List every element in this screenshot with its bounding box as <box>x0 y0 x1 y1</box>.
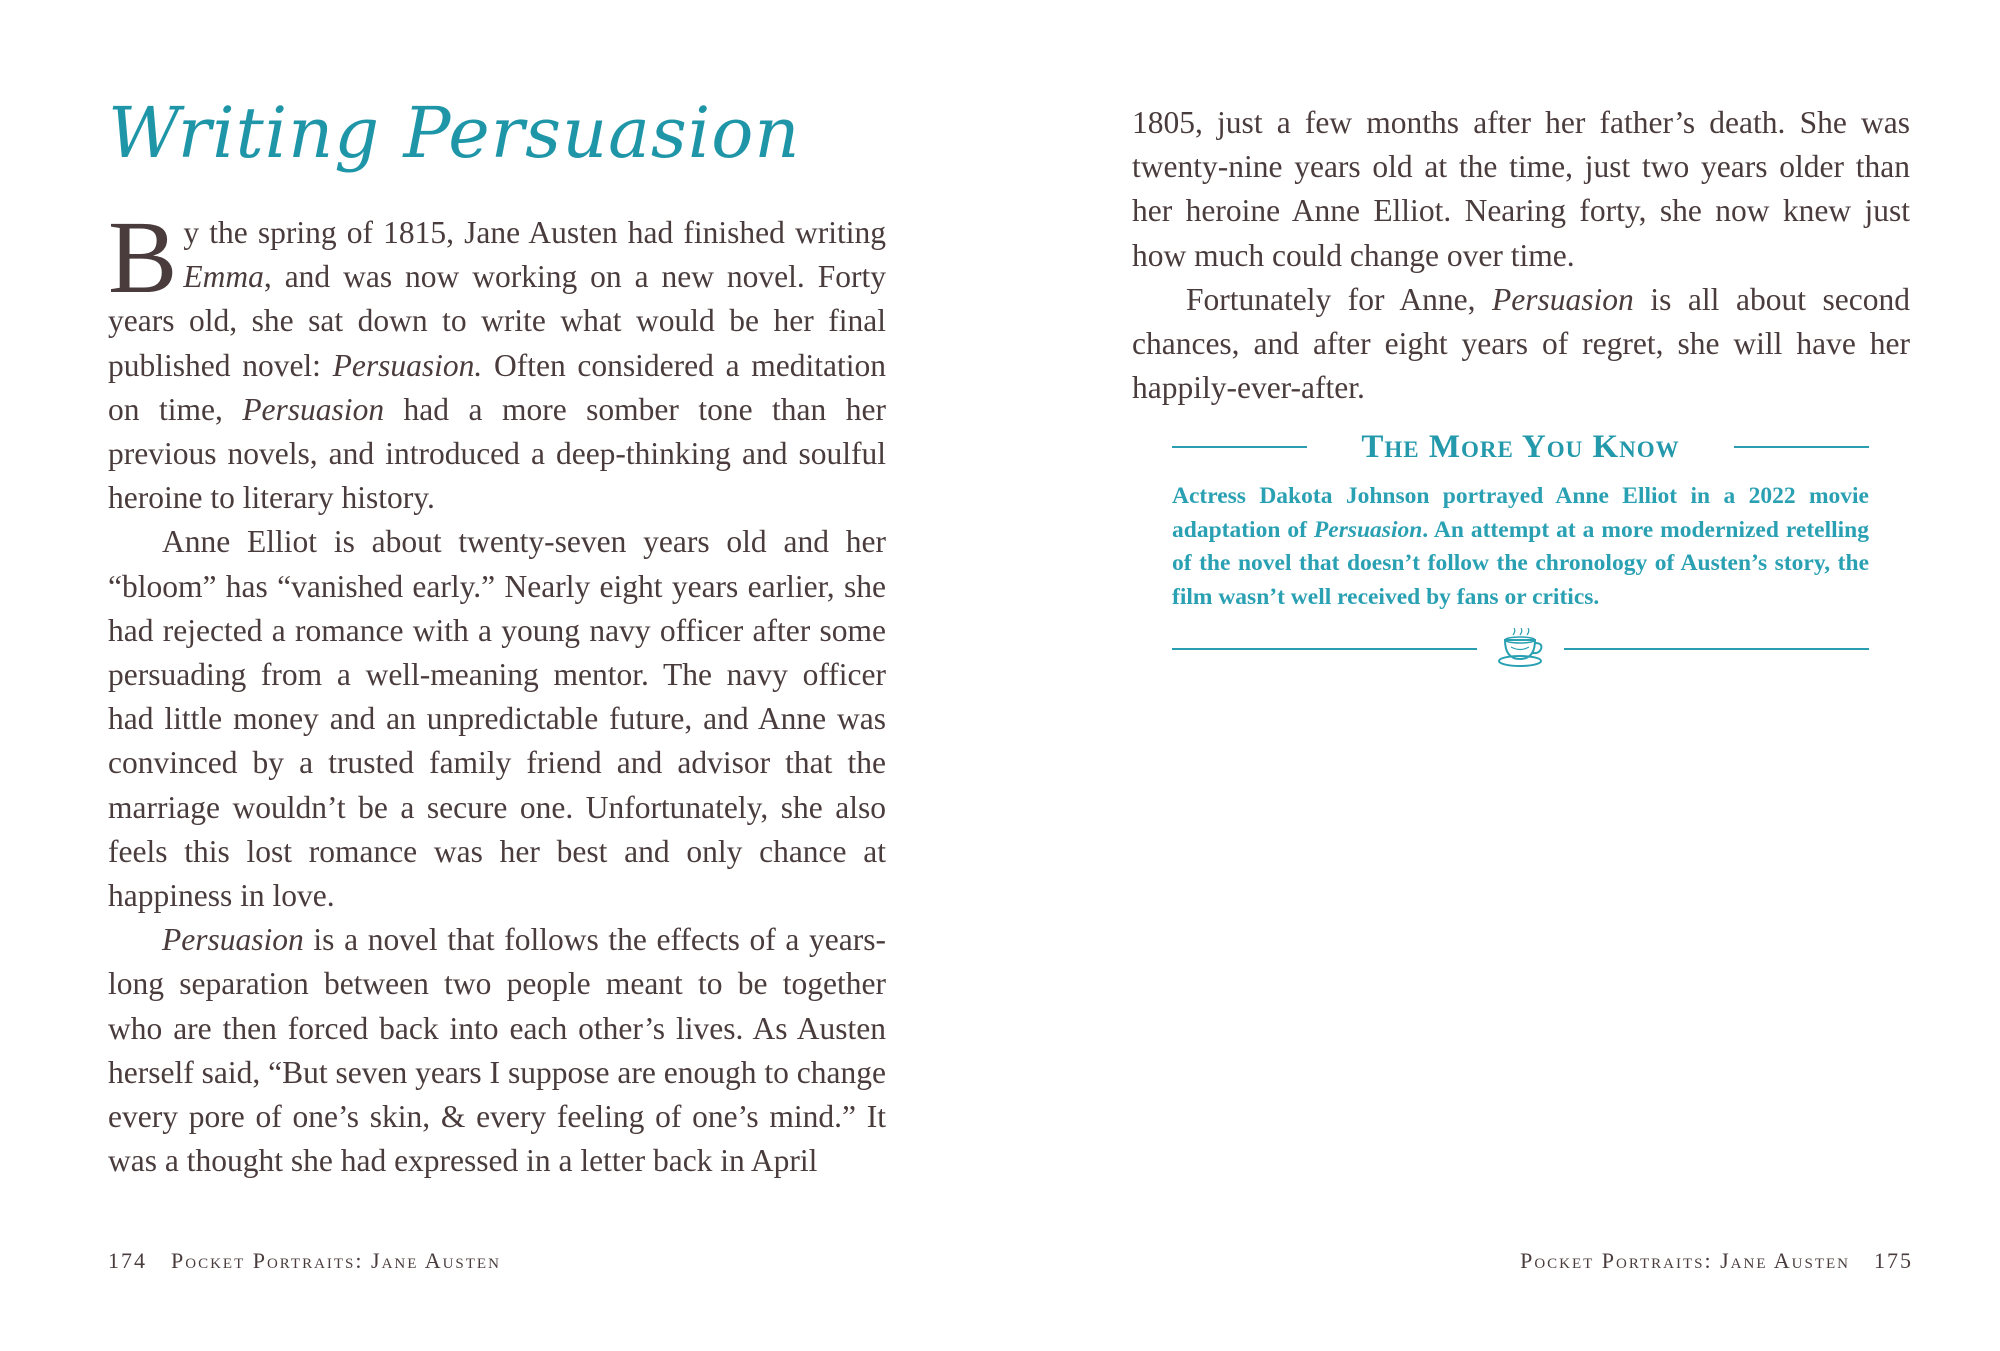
italic-title-persuasion: Persuasion <box>242 391 385 427</box>
paragraph-5 <box>1132 278 1910 411</box>
left-body-text <box>108 200 886 1183</box>
paragraph-3-text: is a novel that follows the effects of a years-long separation between two people meant to be together who are then forced back into each other’s lives. As Austen herself said, “But seven years I suppose are enough to change every pore of one’s skin, & every feeling of one’s mind.” It was a thought she had expressed in a letter back in April <box>108 922 886 1179</box>
right-page <box>1000 0 2000 1351</box>
running-title-right: Pocket Portraits: Jane Austen <box>1520 1248 1850 1273</box>
italic-title-emma: Emma <box>183 259 264 295</box>
drop-cap: B <box>108 200 178 315</box>
folio-left <box>108 1248 501 1274</box>
chapter-title: Writing Persuasion <box>108 92 801 174</box>
paragraph-1-text-d: had a more somber tone than her previous novels, and introduced a deep-thinking and soulful heroine to literary history. <box>108 391 886 516</box>
italic-title-persuasion: Persuasion <box>162 922 304 958</box>
right-body-text <box>1132 101 1910 410</box>
sidebar-box <box>1172 428 1869 672</box>
sidebar-italic-title: Persuasion <box>1313 516 1423 543</box>
paragraph-1-text-b: , and was now working on a new novel. Forty years old, she sat down to write what would be her final published novel: <box>108 259 886 383</box>
paragraph-5-text-b: is all about second chances, and after eight years of regret, she will have her happily-ever-after. <box>1132 281 1910 406</box>
page-number-right: 175 <box>1874 1248 1913 1273</box>
sidebar-footer-rule-left <box>1172 648 1477 650</box>
sidebar-footer-rule-right <box>1564 648 1869 650</box>
sidebar-rule-right <box>1734 446 1869 448</box>
sidebar-footer <box>1172 628 1869 672</box>
italic-title-persuasion: Persuasion <box>1492 281 1634 317</box>
sidebar-text-b: . An attempt at a more modernized retelling of the novel that doesn’t follow the chronology of Austen’s story, the film wasn’t well received by fans or critics. <box>1172 516 1869 610</box>
paragraph-5-text-a: Fortunately for Anne, <box>1186 281 1493 317</box>
paragraph-3 <box>108 918 886 1183</box>
teacup-icon <box>1495 628 1545 668</box>
paragraph-1-text-c: Often considered a meditation on time, <box>108 347 886 427</box>
sidebar-header <box>1172 428 1869 466</box>
paragraph-4: 1805, just a few months after her father’s death. She was twenty-nine years old at the time, just two years older than her heroine Anne Elliot. Nearing forty, she now knew just how much could change over time. <box>1132 105 1910 273</box>
italic-title-persuasion: Persuasion. <box>332 347 483 383</box>
running-title-left: Pocket Portraits: Jane Austen <box>171 1248 501 1273</box>
sidebar-title: The More You Know <box>1361 429 1680 465</box>
paragraph-1 <box>108 200 886 520</box>
page-number-left: 174 <box>108 1248 147 1273</box>
sidebar-text-a: Actress Dakota Johnson portrayed Anne Elliot in a 2022 movie adaptation of <box>1172 483 1869 543</box>
paragraph-2: Anne Elliot is about twenty-seven years old and her “bloom” has “vanished early.” Nearly eight years earlier, she had rejected a romance with a young navy officer after some persuading from a well-meaning mentor. The navy officer had little money and an unpredictable future, and Anne was convinced by a trusted family friend and advisor that the marriage wouldn’t be a secure one. Unfortunately, she also feels this lost romance was her best and only chance at happiness in love. <box>108 524 886 914</box>
folio-right <box>1520 1248 1913 1274</box>
paragraph-1-text-a: y the spring of 1815, Jane Austen had finished writing <box>183 215 886 250</box>
sidebar-body <box>1172 480 1869 614</box>
